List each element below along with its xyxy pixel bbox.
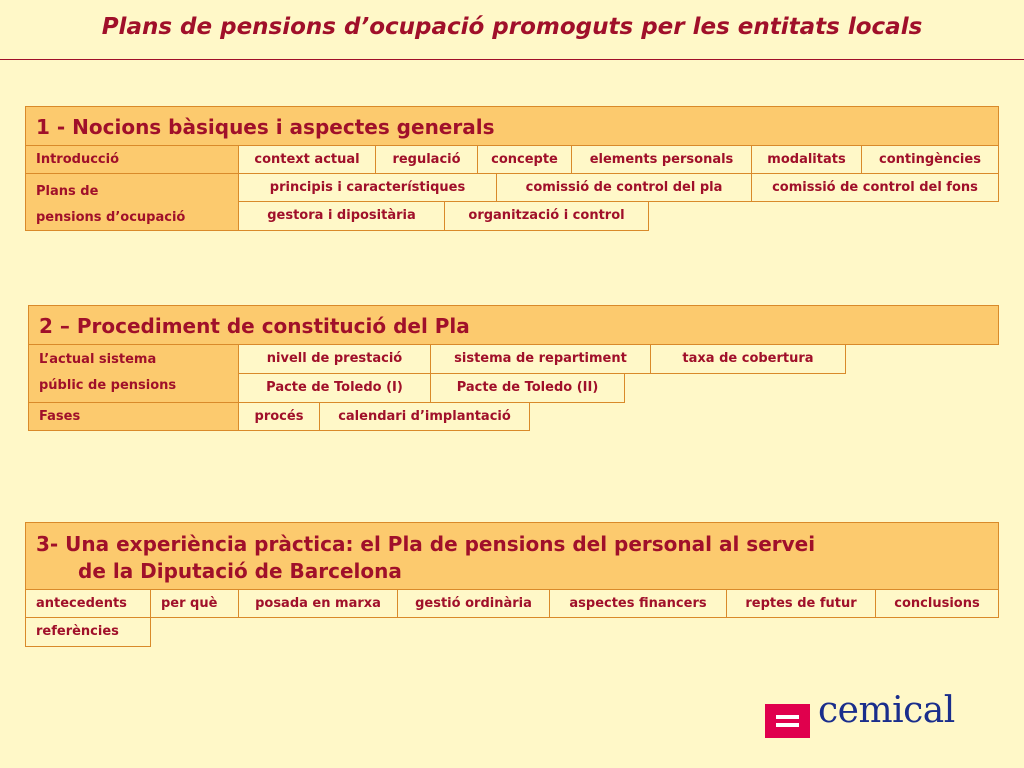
link-referencies[interactable]: referències bbox=[25, 617, 151, 647]
link-modalitats[interactable]: modalitats bbox=[751, 145, 862, 174]
link-context-actual[interactable]: context actual bbox=[238, 145, 376, 174]
link-taxa-de-cobertura[interactable]: taxa de cobertura bbox=[650, 344, 846, 374]
link-elements-personals[interactable]: elements personals bbox=[571, 145, 752, 174]
link-conclusions[interactable]: conclusions bbox=[875, 589, 999, 618]
section-1-header[interactable]: 1 - Nocions bàsiques i aspectes generals bbox=[25, 106, 999, 146]
section-3-header-line: 3- Una experiència pràctica: el Pla de pensions del personal al servei bbox=[36, 532, 816, 556]
cemical-logo-text: cemical bbox=[818, 690, 955, 731]
label-line: Plans de bbox=[36, 184, 99, 199]
link-principis-i-caracteristiques[interactable]: principis i característiques bbox=[238, 173, 497, 202]
link-aspectes-financers[interactable]: aspectes financers bbox=[549, 589, 727, 618]
page-title: Plans de pensions d’ocupació promoguts per les entitats locals bbox=[101, 14, 923, 40]
link-contingencies[interactable]: contingències bbox=[861, 145, 999, 174]
section-2-label-actual-sistema[interactable] bbox=[28, 344, 239, 403]
section-1-label-introduccio[interactable]: Introducció bbox=[25, 145, 239, 174]
link-nivell-de-prestacio[interactable]: nivell de prestació bbox=[238, 344, 431, 374]
section-2-label-fases[interactable]: Fases bbox=[28, 402, 239, 431]
label-line: L’actual sistema bbox=[39, 352, 157, 367]
section-2-header[interactable]: 2 – Procediment de constitució del Pla bbox=[28, 305, 999, 345]
link-comissio-control-pla[interactable]: comissió de control del pla bbox=[496, 173, 752, 202]
link-reptes-de-futur[interactable]: reptes de futur bbox=[726, 589, 876, 618]
link-comissio-control-fons[interactable]: comissió de control del fons bbox=[751, 173, 999, 202]
link-organitzacio-i-control[interactable]: organització i control bbox=[444, 201, 649, 231]
link-regulacio[interactable]: regulació bbox=[375, 145, 478, 174]
link-posada-en-marxa[interactable]: posada en marxa bbox=[238, 589, 398, 618]
link-calendari-implantacio[interactable]: calendari d’implantació bbox=[319, 402, 530, 431]
link-gestio-ordinaria[interactable]: gestió ordinària bbox=[397, 589, 550, 618]
section-3-header[interactable] bbox=[25, 522, 999, 590]
cemical-logo-icon bbox=[765, 704, 810, 738]
logo-bar bbox=[776, 715, 799, 719]
link-per-que[interactable]: per què bbox=[150, 589, 239, 618]
label-line: pensions d’ocupació bbox=[36, 210, 186, 225]
logo-bar bbox=[776, 723, 799, 727]
link-sistema-de-repartiment[interactable]: sistema de repartiment bbox=[430, 344, 651, 374]
section-1-label-plans-de-pensions[interactable] bbox=[25, 173, 239, 231]
label-line: públic de pensions bbox=[39, 378, 177, 393]
link-proces[interactable]: procés bbox=[238, 402, 320, 431]
title-divider bbox=[0, 59, 1024, 60]
link-pacte-de-toledo-1[interactable]: Pacte de Toledo (I) bbox=[238, 373, 431, 403]
link-antecedents[interactable]: antecedents bbox=[25, 589, 151, 618]
section-3-header-line: de la Diputació de Barcelona bbox=[78, 559, 402, 583]
link-concepte[interactable]: concepte bbox=[477, 145, 572, 174]
link-gestora-i-dipositaria[interactable]: gestora i dipositària bbox=[238, 201, 445, 231]
link-pacte-de-toledo-2[interactable]: Pacte de Toledo (II) bbox=[430, 373, 625, 403]
